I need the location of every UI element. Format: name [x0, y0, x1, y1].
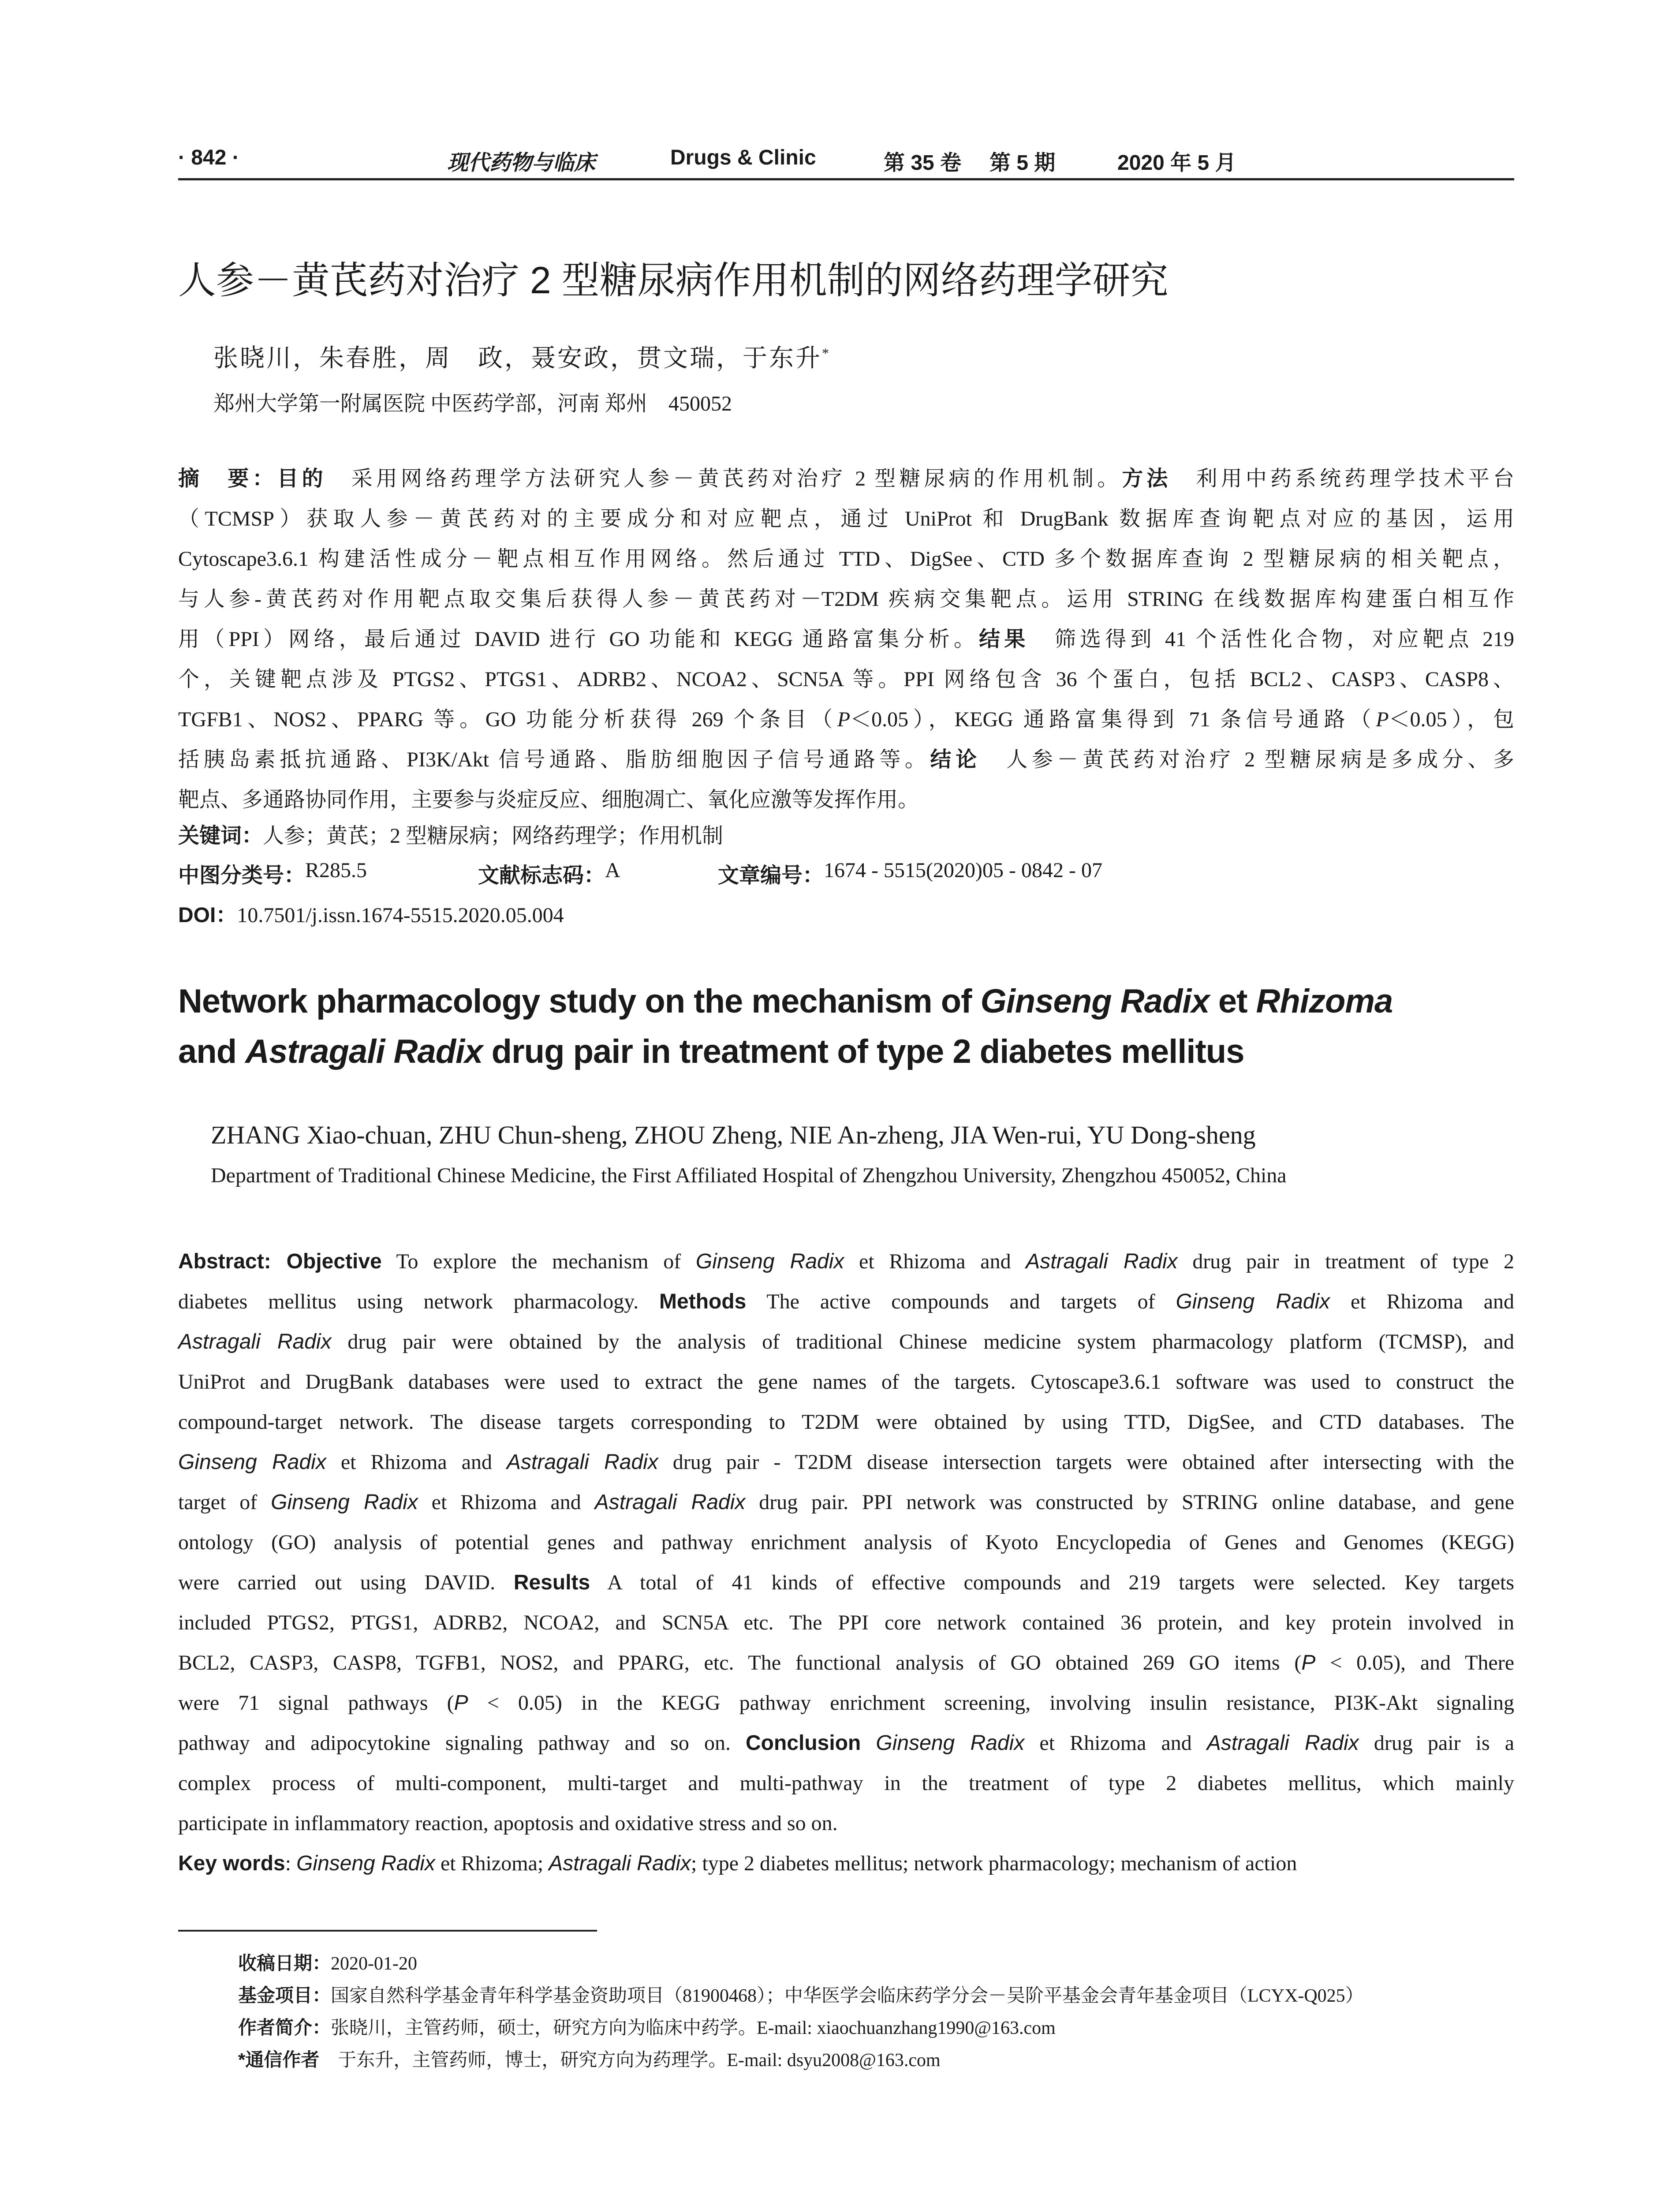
text-run: （TCMSP）获取人参－黄芪药对的主要成分和对应靶点，通过 UniProt 和 DrugBank 数据库查询靶点对应的基因，运用 — [178, 507, 1514, 531]
text-line — [178, 579, 1514, 619]
text-run: compound-target network. The disease targets corresponding to T2DM were obtained by using TTD, DigSee, and CTD databases. The — [178, 1410, 1514, 1434]
text-run: et Rhizoma and — [1024, 1731, 1207, 1755]
text-line — [178, 1282, 1514, 1322]
section-label: Conclusion — [746, 1731, 861, 1755]
text-run: were 71 signal pathways ( — [178, 1691, 454, 1715]
text-line — [178, 1643, 1514, 1683]
section-label: Results — [513, 1571, 590, 1594]
text-run: To explore the mechanism of — [381, 1250, 696, 1273]
latin-name: Astragali Radix — [1026, 1250, 1178, 1273]
affiliation-en: Department of Traditional Chinese Medicine, the First Affiliated Hospital of Zhengzhou University, Zhengzhou 450052, China — [211, 1164, 1287, 1187]
article-number — [718, 858, 1102, 889]
corresponding-mark: * — [822, 345, 831, 361]
section-label: 方法 — [1122, 467, 1172, 490]
abstract-en-block — [178, 1242, 1514, 1884]
latin-name: Astragali Radix — [1206, 1731, 1359, 1755]
footnote-text: 国家自然科学基金青年科学基金资助项目（81900468）；中华医学会临床药学分会－吴阶平基金会青年基金项目（LCYX-Q025） — [331, 1986, 1364, 2006]
text-line — [178, 1723, 1514, 1764]
footnote — [238, 1980, 1364, 2012]
footnote-text: 于东升，主管药师，博士，研究方向为药理学。E-mail: dsyu2008@163.com — [319, 2050, 941, 2070]
text-line — [178, 619, 1514, 659]
text-line — [178, 1764, 1514, 1804]
text-run: were carried out using DAVID. — [178, 1571, 514, 1594]
latin-name: Ginseng Radix — [271, 1491, 418, 1514]
doi-label: DOI： — [178, 904, 237, 927]
text-run: et Rhizoma and — [1330, 1290, 1515, 1313]
abstract-en — [178, 1242, 1514, 1844]
text-line — [178, 1322, 1514, 1362]
footnote — [238, 1947, 1364, 1980]
volume: 第 35 卷 — [884, 151, 962, 175]
text-run: The active compounds and targets of — [746, 1290, 1176, 1313]
text-run: pathway and adipocytokine signaling pathway and so on. — [178, 1731, 746, 1755]
text-run: complex process of multi-component, multi-target and multi-pathway in the treatment of type 2 diabetes mellitus, which mainly — [178, 1771, 1514, 1795]
latin-name: Ginseng Radix — [876, 1731, 1025, 1755]
authors-cn-names: 张晓川，朱春胜，周 政，聂安政，贯文瑞，于东升 — [213, 345, 822, 372]
text-run: UniProt and DrugBank databases were used to extract the gene names of the targets. Cytoscape3.6.1 software was used to construct the — [178, 1370, 1514, 1394]
text-run — [861, 1731, 876, 1755]
text-run: ＜0.05），包 — [1389, 708, 1514, 731]
text-run: A total of 41 kinds of effective compounds and 219 targets were selected. Key targets — [590, 1571, 1515, 1594]
latin-name: P — [1301, 1651, 1316, 1674]
text-run: : — [285, 1852, 297, 1875]
text-run: 个，关键靶点涉及 PTGS2、PTGS1、ADRB2、NCOA2、SCN5A 等。PPI 网络包含 36 个蛋白，包括 BCL2、CASP3、CASP8、 — [178, 668, 1514, 691]
title-text: and — [178, 1033, 246, 1070]
footnote-rule — [178, 1930, 597, 1932]
text-line — [178, 499, 1514, 539]
text-run: 括胰岛素抵抗通路、PI3K/Akt 信号通路、脂肪细胞因子信号通路等。 — [178, 748, 930, 771]
footnote-label: 作者简介： — [238, 2017, 331, 2038]
latin-name: Astragali Radix — [178, 1330, 332, 1353]
classification-line — [178, 858, 1514, 889]
page-number: · 842 · — [178, 146, 239, 169]
text-line — [178, 1362, 1514, 1402]
text-run: et Rhizoma; — [435, 1852, 549, 1875]
text-run: BCL2, CASP3, CASP8, TGFB1, NOS2, and PPARG, etc. The functional analysis of GO obtained 269 GO items ( — [178, 1651, 1302, 1674]
text-run: participate in inflammatory reaction, apoptosis and oxidative stress and so on. — [178, 1812, 838, 1835]
text-run: diabetes mellitus using network pharmacology. — [178, 1290, 660, 1313]
title-en — [178, 976, 1393, 1077]
footnote — [238, 2044, 1364, 2076]
keywords-cn-label: 关键词： — [178, 824, 263, 848]
text-line — [178, 1563, 1514, 1603]
title-en-line — [178, 1027, 1393, 1077]
text-line — [178, 1242, 1514, 1282]
text-run: 用（PPI）网络，最后通过 DAVID 进行 GO 功能和 KEGG 通路富集分析。 — [178, 628, 979, 651]
text-run: < 0.05), and There — [1315, 1651, 1515, 1674]
text-run: drug pair. PPI network was constructed by STRING online database, and gene — [745, 1491, 1515, 1514]
authors-cn — [213, 339, 831, 374]
abstract-label-cn: 摘 要： — [178, 467, 277, 490]
footnotes — [238, 1947, 1364, 2076]
journal-name-en: Drugs & Clinic — [670, 146, 816, 169]
issue: 第 5 期 — [989, 151, 1056, 175]
text-run: drug pair in treatment of type 2 — [1177, 1250, 1514, 1273]
text-line — [178, 659, 1514, 699]
footnote-label: *通信作者 — [238, 2049, 320, 2070]
text-run: drug pair were obtained by the analysis of traditional Chinese medicine system pharmacology platform (TCMSP), and — [331, 1330, 1514, 1353]
text-line — [178, 539, 1514, 579]
text-line — [178, 1603, 1514, 1643]
text-run: 利用中药系统药理学技术平台 — [1171, 467, 1514, 490]
doi-value: 10.7501/j.issn.1674-5515.2020.05.004 — [237, 904, 564, 927]
text-run: ＜0.05），KEGG 通路富集得到 71 条信号通路（ — [850, 708, 1376, 731]
running-header — [178, 140, 1514, 176]
italic-text: P — [1376, 708, 1389, 731]
text-run: ontology (GO) analysis of potential genes and pathway enrichment analysis of Kyoto Encyclopedia of Genes and Genomes (KEGG) — [178, 1531, 1514, 1554]
keywords-en — [178, 1844, 1514, 1884]
clc-label: 中图分类号： — [178, 864, 306, 887]
text-line — [178, 1402, 1514, 1443]
text-run: 筛选得到 41 个活性化合物，对应靶点 219 — [1029, 628, 1514, 651]
title-text: Network pharmacology study on the mechanism of — [178, 983, 981, 1020]
text-line — [178, 1483, 1514, 1523]
latin-name: P — [454, 1691, 468, 1715]
footnote-text: 张晓川，主管药师，硕士，研究方向为临床中药学。E-mail: xiaochuanzhang1990@163.com — [331, 2018, 1056, 2038]
section-label: 目的 — [277, 467, 327, 490]
footnote-label: 基金项目： — [238, 1985, 331, 2006]
text-run: et Rhizoma and — [844, 1250, 1026, 1273]
header-rule — [178, 178, 1514, 180]
section-label: Abstract: Objective — [178, 1250, 382, 1273]
text-run: target of — [178, 1491, 271, 1514]
text-line — [178, 1523, 1514, 1563]
footnote — [238, 2012, 1364, 2044]
footnote-text: 2020-01-20 — [331, 1954, 417, 1974]
text-line — [178, 459, 1514, 499]
latin-name: Ginseng Radix — [178, 1450, 326, 1474]
text-line — [178, 1804, 1514, 1844]
latin-name: Ginseng Radix — [296, 1852, 435, 1875]
journal-name-cn: 现代药物与临床 — [447, 150, 596, 175]
latin-name: Astragali Radix — [549, 1852, 691, 1875]
title-text: drug pair in treatment of type 2 diabetes mellitus — [482, 1033, 1244, 1070]
text-run: drug pair is a — [1359, 1731, 1515, 1755]
latin-name: Ginseng Radix — [695, 1250, 844, 1273]
text-run: 与人参-黄芪药对作用靶点取交集后获得人参－黄芪药对－T2DM 疾病交集靶点。运用 STRING 在线数据库构建蛋白相互作 — [178, 587, 1514, 611]
keywords-cn — [178, 818, 723, 849]
authors-en: ZHANG Xiao-chuan, ZHU Chun-sheng, ZHOU Zheng, NIE An-zheng, JIA Wen-rui, YU Dong-sheng — [211, 1121, 1256, 1149]
keywords-cn-text: 人参；黄芪；2 型糖尿病；网络药理学；作用机制 — [263, 824, 724, 848]
latin-name: Astragali Radix — [594, 1491, 746, 1514]
text-run: 靶点、多通路协同作用，主要参与炎症反应、细胞凋亡、氧化应激等发挥作用。 — [178, 788, 919, 811]
italic-text: P — [837, 708, 851, 731]
section-label: Key words — [178, 1852, 285, 1875]
latin-name: Astragali Radix — [507, 1450, 658, 1474]
article-number-value: 1674 - 5515(2020)05 - 0842 - 07 — [824, 859, 1102, 882]
text-line — [178, 1683, 1514, 1723]
doi — [178, 898, 564, 928]
title-text: et — [1209, 983, 1256, 1020]
section-label: Methods — [659, 1290, 747, 1313]
doc-code-value: A — [605, 859, 620, 882]
title-en-line — [178, 976, 1393, 1027]
section-label: 结果 — [979, 628, 1030, 651]
text-run: TGFB1、NOS2、PPARG 等。GO 功能分析获得 269 个条目（ — [178, 708, 837, 731]
title-latin-name: Ginseng Radix — [980, 983, 1210, 1020]
text-run: drug pair - T2DM disease intersection targets were obtained after intersecting with the — [658, 1450, 1514, 1474]
text-line — [178, 699, 1514, 740]
section-label: 结论 — [930, 748, 981, 771]
text-run: < 0.05) in the KEGG pathway enrichment screening, involving insulin resistance, PI3K-Akt signaling — [468, 1691, 1514, 1715]
text-run: included PTGS2, PTGS1, ADRB2, NCOA2, and SCN5A etc. The PPI core network contained 36 protein, and key protein involved in — [178, 1611, 1514, 1634]
text-run: 人参－黄芪药对治疗 2 型糖尿病是多成分、多 — [981, 748, 1514, 771]
latin-name: Ginseng Radix — [1176, 1290, 1330, 1313]
text-line — [178, 780, 1514, 820]
text-run: et Rhizoma and — [418, 1491, 595, 1514]
text-run: ; type 2 diabetes mellitus; network pharmacology; mechanism of action — [691, 1852, 1297, 1875]
doc-code-label: 文献标志码： — [478, 864, 605, 887]
clc — [178, 858, 367, 889]
text-run: 采用网络药理学方法研究人参－黄芪药对治疗 2 型糖尿病的作用机制。 — [326, 467, 1122, 490]
issue-date: 2020 年 5 月 — [1117, 151, 1236, 175]
affiliation-cn: 郑州大学第一附属医院 中医药学部，河南 郑州 450052 — [213, 392, 732, 415]
abstract-cn — [178, 459, 1514, 820]
text-run: Cytoscape3.6.1 构建活性成分－靶点相互作用网络。然后通过 TTD、DigSee、CTD 多个数据库查询 2 型糖尿病的相关靶点， — [178, 547, 1514, 571]
text-line — [178, 740, 1514, 780]
clc-value: R285.5 — [305, 859, 367, 882]
title-latin-name: Astragali Radix — [245, 1033, 483, 1070]
article-number-label: 文章编号： — [718, 864, 824, 887]
title-cn: 人参－黄芪药对治疗 2 型糖尿病作用机制的网络药理学研究 — [178, 259, 1169, 302]
text-run: et Rhizoma and — [326, 1450, 507, 1474]
text-line — [178, 1443, 1514, 1483]
title-latin-name: Rhizoma — [1256, 983, 1393, 1020]
doc-code — [478, 858, 620, 889]
footnote-label: 收稿日期： — [238, 1953, 331, 1973]
